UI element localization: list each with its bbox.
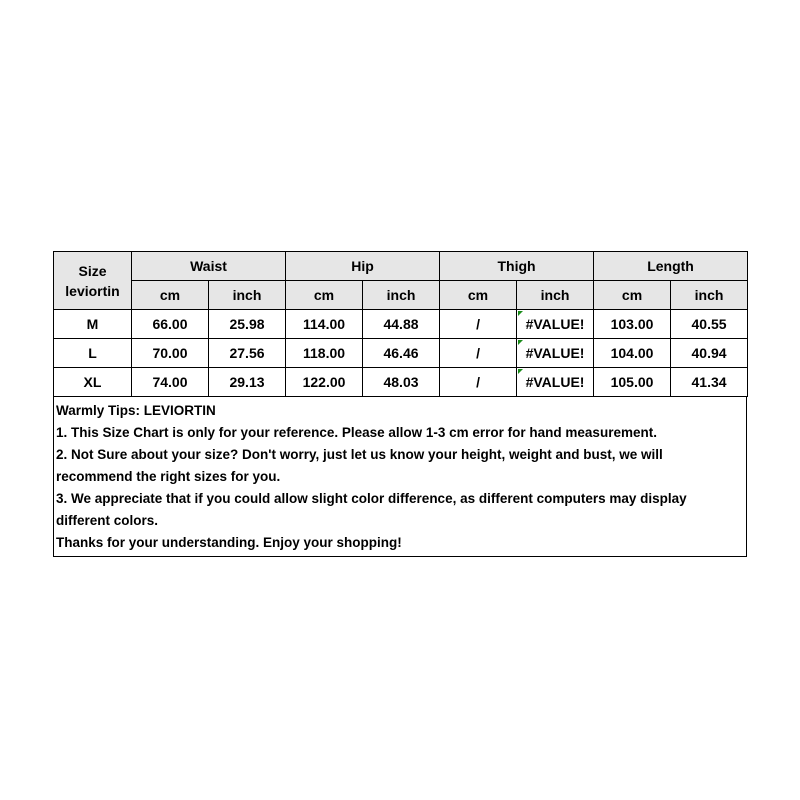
error-marker-icon [518,340,523,345]
table-row [54,339,748,368]
size-cell: L [54,339,132,368]
unit-header: cm [440,281,517,310]
table-cell: 114.00 [286,310,363,339]
size-cell: M [54,310,132,339]
table-cell: 118.00 [286,339,363,368]
table-cell: / [440,368,517,397]
table-cell: 25.98 [209,310,286,339]
cell-value: #VALUE! [525,374,585,390]
tips-line: different colors. [56,513,159,528]
table-cell: 48.03 [363,368,440,397]
table-cell: 122.00 [286,368,363,397]
table-cell: 104.00 [594,339,671,368]
table-cell: / [440,310,517,339]
unit-header: cm [132,281,209,310]
header-row-units [54,281,748,310]
tips-line: recommend the right sizes for you. [56,469,281,484]
table-cell: 40.94 [671,339,748,368]
cell-value: #VALUE! [525,345,585,361]
table-row [54,310,748,339]
table-row [54,368,748,397]
table-cell: 46.46 [363,339,440,368]
table-cell-error [517,339,594,368]
size-chart [53,251,747,557]
table-cell: 105.00 [594,368,671,397]
unit-header: inch [671,281,748,310]
unit-header: cm [594,281,671,310]
tips-line: 3. We appreciate that if you could allow slight color difference, as different computers may display [56,491,687,506]
size-header-line1: Size [78,262,107,279]
table-cell: 66.00 [132,310,209,339]
table-cell: 27.56 [209,339,286,368]
table-cell: / [440,339,517,368]
table-cell: 40.55 [671,310,748,339]
unit-header: cm [286,281,363,310]
size-header-line2: leviortin [65,282,120,299]
size-header [54,252,132,310]
group-header-hip: Hip [286,252,440,281]
header-row-groups [54,252,748,281]
table-cell: 29.13 [209,368,286,397]
table-cell-error [517,310,594,339]
tips-closing: Thanks for your understanding. Enjoy your shopping! [56,535,402,550]
table-cell-error [517,368,594,397]
table-cell: 74.00 [132,368,209,397]
size-table [53,251,748,397]
group-header-thigh: Thigh [440,252,594,281]
table-cell: 44.88 [363,310,440,339]
group-header-length: Length [594,252,748,281]
tips-line: 1. This Size Chart is only for your reference. Please allow 1-3 cm error for hand measurement. [56,425,657,440]
tips-box [53,397,747,557]
table-cell: 41.34 [671,368,748,397]
unit-header: inch [363,281,440,310]
cell-value: #VALUE! [525,316,585,332]
group-header-waist: Waist [132,252,286,281]
tips-title: Warmly Tips: LEVIORTIN [56,403,216,418]
size-cell: XL [54,368,132,397]
unit-header: inch [209,281,286,310]
table-cell: 103.00 [594,310,671,339]
unit-header: inch [517,281,594,310]
error-marker-icon [518,311,523,316]
error-marker-icon [518,369,523,374]
tips-line: 2. Not Sure about your size? Don't worry, just let us know your height, weight and bust, we will [56,447,663,462]
table-cell: 70.00 [132,339,209,368]
